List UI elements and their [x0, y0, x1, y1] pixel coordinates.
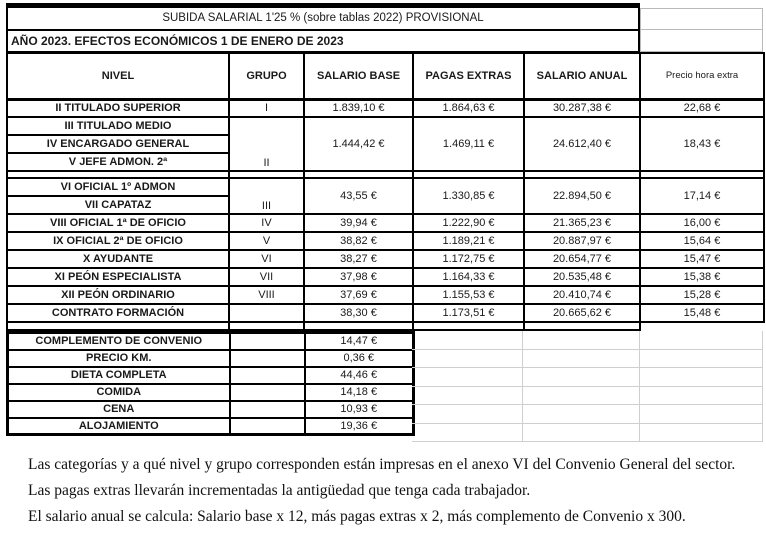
grupo-cell: III [229, 178, 304, 214]
note-paragraph-2: Las pagas extras llevarán incrementadas la antigüedad que tenga cada trabajador. [28, 482, 531, 499]
concept-cell: COMIDA [8, 384, 230, 401]
footnotes [2, 452, 764, 530]
grupo-cell: II [229, 117, 304, 171]
value-cell: 10,93 € [305, 401, 414, 418]
salario-base-cell: 37,69 € [304, 286, 413, 304]
salario-anual-cell: 20.654,77 € [524, 250, 640, 268]
nivel-cell: VIII OFICIAL 1ª DE OFICIO [7, 214, 229, 232]
nivel-cell: IX OFICIAL 2ª DE OFICIO [7, 232, 229, 250]
table-row [8, 384, 414, 401]
pagas-extras-cell: 1.173,51 € [413, 304, 524, 322]
pagas-extras-cell: 1.222,90 € [413, 214, 524, 232]
grupo-cell: IV [229, 214, 304, 232]
salario-base-cell: 38,82 € [304, 232, 413, 250]
spacer-cell [229, 322, 304, 330]
nivel-cell: X AYUDANTE [7, 250, 229, 268]
spacer-cell [413, 322, 524, 330]
pagas-extras-cell: 1.864,63 € [413, 99, 524, 117]
salario-base-cell: 1.839,10 € [304, 99, 413, 117]
empty-cell [230, 350, 305, 367]
hora-extra-cell: 15,64 € [640, 232, 764, 250]
empty-cell [230, 333, 305, 350]
salario-anual-cell: 21.365,23 € [524, 214, 640, 232]
pagas-extras-cell: 1.189,21 € [413, 232, 524, 250]
salario-anual-cell: 22.894,50 € [524, 178, 640, 214]
doc-subtitle: AÑO 2023. EFECTOS ECONÓMICOS 1 DE ENERO DE 2023 [6, 31, 640, 53]
nivel-cell: CONTRATO FORMACIÓN [7, 304, 229, 322]
pagas-extras-cell: 1.330,85 € [413, 178, 524, 214]
spacer-cell [413, 171, 524, 178]
spacer-cell [524, 322, 640, 330]
spacer-cell [304, 322, 413, 330]
empty-cell [640, 30, 763, 52]
col-header-salario-anual: SALARIO ANUAL [524, 53, 640, 99]
empty-cell [230, 401, 305, 418]
note-paragraph-1: Las categorías y a qué nivel y grupo corresponden están impresas en el anexo VI del Convenio General del sector. [28, 456, 736, 473]
spacer-cell [640, 171, 764, 178]
nivel-cell: IV ENCARGADO GENERAL [7, 135, 229, 153]
table-row [8, 350, 414, 367]
nivel-cell: VII CAPATAZ [7, 196, 229, 214]
hora-extra-cell: 15,48 € [640, 304, 764, 322]
nivel-cell: III TITULADO MEDIO [7, 117, 229, 135]
col-header-nivel: NIVEL [7, 53, 229, 99]
title-block [6, 3, 640, 53]
nivel-cell: XI PEÓN ESPECIALISTA [7, 268, 229, 286]
table-row [7, 304, 764, 322]
table-row [7, 250, 764, 268]
nivel-cell: XII PEÓN ORDINARIO [7, 286, 229, 304]
spacer-cell [640, 322, 764, 330]
hora-extra-cell: 22,68 € [640, 99, 764, 117]
pagas-extras-cell: 1.164,33 € [413, 268, 524, 286]
hora-extra-cell: 18,43 € [640, 117, 764, 171]
pagas-extras-cell: 1.172,75 € [413, 250, 524, 268]
grupo-cell: VIII [229, 286, 304, 304]
spacer-cell [304, 171, 413, 178]
grupo-cell: VII [229, 268, 304, 286]
spacer-row [7, 322, 764, 330]
empty-cells-top-right [640, 8, 763, 52]
salario-base-cell: 37,98 € [304, 268, 413, 286]
salario-anual-cell: 20.665,62 € [524, 304, 640, 322]
col-header-salario-base: SALARIO BASE [304, 53, 413, 99]
concept-cell: CENA [8, 401, 230, 418]
table-row [7, 178, 764, 196]
grupo-cell: I [229, 99, 304, 117]
value-cell: 14,47 € [305, 333, 414, 350]
nivel-cell: V JEFE ADMON. 2ª [7, 153, 229, 171]
table-row [7, 286, 764, 304]
salario-anual-cell: 20.535,48 € [524, 268, 640, 286]
pagas-extras-cell: 1.155,53 € [413, 286, 524, 304]
table-header-row [7, 53, 764, 99]
empty-cell [640, 8, 763, 30]
col-header-pagas-extras: PAGAS EXTRAS [413, 53, 524, 99]
spacer-row [7, 171, 764, 178]
col-header-precio-hora-extra: Precio hora extra [640, 53, 764, 99]
salario-anual-cell: 30.287,38 € [524, 99, 640, 117]
empty-cell [230, 418, 305, 435]
spacer-cell [7, 322, 229, 330]
salario-anual-cell: 20.887,97 € [524, 232, 640, 250]
table-row [8, 333, 414, 350]
table-row [8, 418, 414, 435]
salario-anual-cell: 24.612,40 € [524, 117, 640, 171]
salary-table [6, 52, 765, 331]
value-cell: 44,46 € [305, 367, 414, 384]
salario-anual-cell: 20.410,74 € [524, 286, 640, 304]
value-cell: 0,36 € [305, 350, 414, 367]
note-paragraph-3: El salario anual se calcula: Salario base x 12, más pagas extras x 2, más complemento de Convenio x 300. [28, 508, 686, 525]
table-row [7, 268, 764, 286]
salario-base-cell: 39,94 € [304, 214, 413, 232]
allowances-table [6, 331, 415, 436]
nivel-cell: II TITULADO SUPERIOR [7, 99, 229, 117]
concept-cell: DIETA COMPLETA [8, 367, 230, 384]
salario-base-cell: 38,30 € [304, 304, 413, 322]
value-cell: 14,18 € [305, 384, 414, 401]
grupo-cell [229, 304, 304, 322]
hora-extra-cell: 15,47 € [640, 250, 764, 268]
hora-extra-cell: 16,00 € [640, 214, 764, 232]
nivel-cell: VI OFICIAL 1º ADMON [7, 178, 229, 196]
empty-cell [230, 367, 305, 384]
table-row [7, 214, 764, 232]
salario-base-cell: 43,55 € [304, 178, 413, 214]
salario-base-cell: 38,27 € [304, 250, 413, 268]
hora-extra-cell: 15,28 € [640, 286, 764, 304]
grupo-cell: VI [229, 250, 304, 268]
spacer-cell [7, 171, 229, 178]
pagas-extras-cell: 1.469,11 € [413, 117, 524, 171]
salario-base-cell: 1.444,42 € [304, 117, 413, 171]
col-header-grupo: GRUPO [229, 53, 304, 99]
value-cell: 19,36 € [305, 418, 414, 435]
grupo-cell: V [229, 232, 304, 250]
concept-cell: ALOJAMIENTO [8, 418, 230, 435]
concept-cell: PRECIO KM. [8, 350, 230, 367]
concept-cell: COMPLEMENTO DE CONVENIO [8, 333, 230, 350]
table-row [7, 99, 764, 117]
empty-cell [230, 384, 305, 401]
hora-extra-cell: 17,14 € [640, 178, 764, 214]
spacer-cell [229, 171, 304, 178]
table-row [7, 232, 764, 250]
spacer-cell [524, 171, 640, 178]
hora-extra-cell: 15,38 € [640, 268, 764, 286]
doc-title: SUBIDA SALARIAL 1'25 % (sobre tablas 2022) PROVISIONAL [6, 3, 640, 31]
empty-spreadsheet-grid [412, 331, 763, 442]
table-row [8, 367, 414, 384]
table-row [8, 401, 414, 418]
table-row [7, 117, 764, 135]
